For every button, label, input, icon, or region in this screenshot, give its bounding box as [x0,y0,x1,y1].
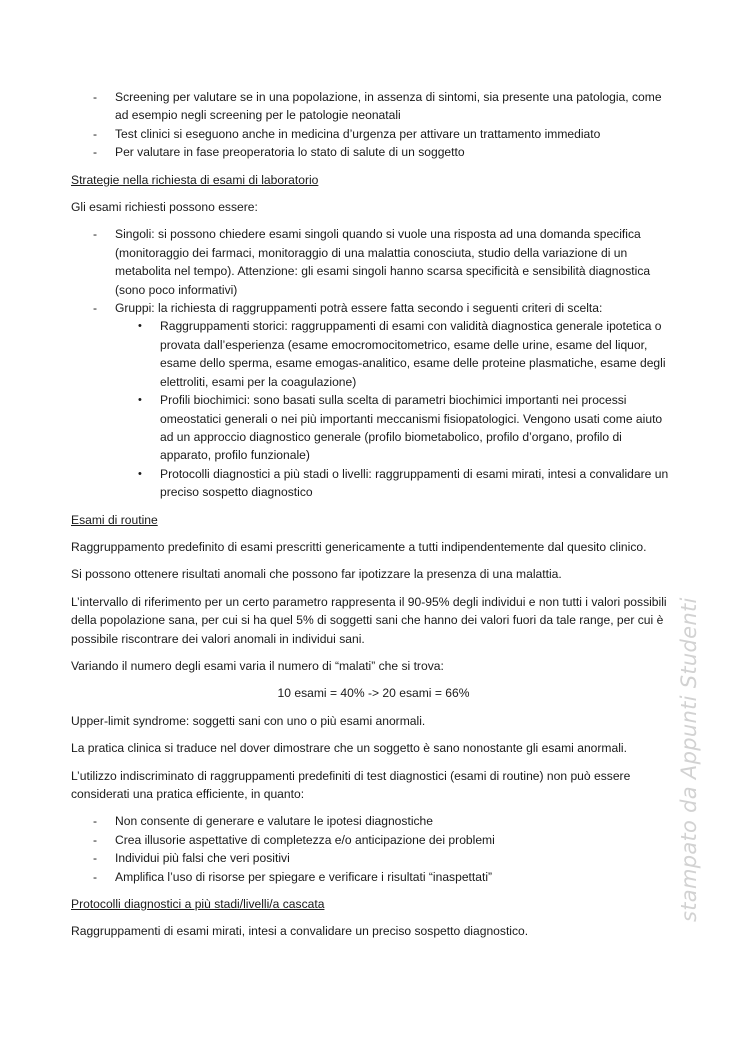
list-item: - Non consente di generare e valutare le ipotesi diagnostiche [71,812,676,830]
list-item: - Crea illusorie aspettative di completezza e/o anticipazione dei problemi [71,831,676,849]
page-content [71,88,676,950]
paragraph: Raggruppamenti di esami mirati, intesi a convalidare un preciso sospetto diagnostico. [71,924,529,939]
list-item: - Amplifica l’uso di risorse per spiegare e verificare i risultati “inaspettati” [71,868,676,886]
bullet-item: • Protocolli diagnostici a più stadi o livelli: raggruppamenti di esami mirati, intesi a convalidare un preciso sospetto diagnostico [115,465,676,502]
section-heading-protocolli: Protocolli diagnostici a più stadi/livelli/a cascata [71,897,325,912]
list-item: - Individui più falsi che veri positivi [71,849,676,867]
list-item [71,299,676,501]
list-item: - Singoli: si possono chiedere esami singoli quando si vuole una risposta ad una domanda specifica (monitoraggio dei farmaci, monitoraggio di una malattia conosciuta, studio della variazione di un metabolita nel tempo). Attenzione: gli esami singoli hanno scarsa specificità e sensibilità diagnostica (sono poco informativi) [71,225,676,299]
bullet-item: • Profili biochimici: sono basati sulla scelta di parametri biochimici importanti nei processi omeostatici generali o nei più importanti meccanismi fisiopatologici. Vengono usati come aiuto ad un approccio diagnostico generale (profilo biometabolico, profilo d’organo, profilo di apparato, profilo funzionale) [115,391,676,465]
paragraph: La pratica clinica si traduce nel dover dimostrare che un soggetto è sano nonostante gli esami anormali. [71,741,627,756]
paragraph: Raggruppamento predefinito di esami prescritti genericamente a tutti indipendentemente dal quesito clinico. [71,539,647,554]
formula: 10 esami = 40% -> 20 esami = 66% [277,686,470,701]
routine-drawbacks-list [71,812,676,886]
request-types-list [71,225,676,501]
list-item: - Screening per valutare se in una popolazione, in assenza di sintomi, sia presente una patologia, come ad esempio negli screening per le patologie neonatali [71,88,676,125]
section-heading-strategie: Strategie nella richiesta di esami di laboratorio [71,172,319,187]
paragraph: Gli esami richiesti possono essere: [71,200,258,215]
paragraph: Si possono ottenere risultati anomali che possono far ipotizzare la presenza di una malattia. [71,567,562,582]
watermark [678,530,700,922]
list-item: - Per valutare in fase preoperatoria lo stato di salute di un soggetto [71,143,676,161]
list-item: - Test clinici si eseguono anche in medicina d’urgenza per attivare un trattamento immediato [71,125,676,143]
section-heading-routine: Esami di routine [71,512,158,527]
paragraph: Variando il numero degli esami varia il numero di “malati” che si trova: [71,658,444,673]
bullet-item: • Raggruppamenti storici: raggruppamenti di esami con validità diagnostica generale ipotetica o provata dall’esperienza (esame emocromocitometrico, esame delle urine, esame del liquor, esame dello sperma, esame emogas-analitico, esame delle proteine plasmatiche, esame degli elettroliti, esami per la coagulazione) [115,317,676,391]
paragraph: L’intervallo di riferimento per un certo parametro rappresenta il 90-95% degli individui e non tutti i valori possibili della popolazione sana, per cui si ha quel 5% di soggetti sani che hanno dei valori fuori da tale range, per cui è possibile riscontrare dei valori anomali in individui sani. [71,594,667,646]
paragraph: L’utilizzo indiscriminato di raggruppamenti predefiniti di test diagnostici (esami di routine) non può essere considerati una pratica efficiente, in quanto: [71,768,631,801]
indications-list [71,88,676,162]
watermark-text: stampato da Appunti Studenti [677,597,701,922]
list-item-text: Gruppi: la richiesta di raggruppamenti potrà essere fatta secondo i seguenti criteri di scelta: [115,301,603,316]
paragraph: Upper-limit syndrome: soggetti sani con uno o più esami anormali. [71,713,426,728]
group-criteria-list [115,317,676,501]
